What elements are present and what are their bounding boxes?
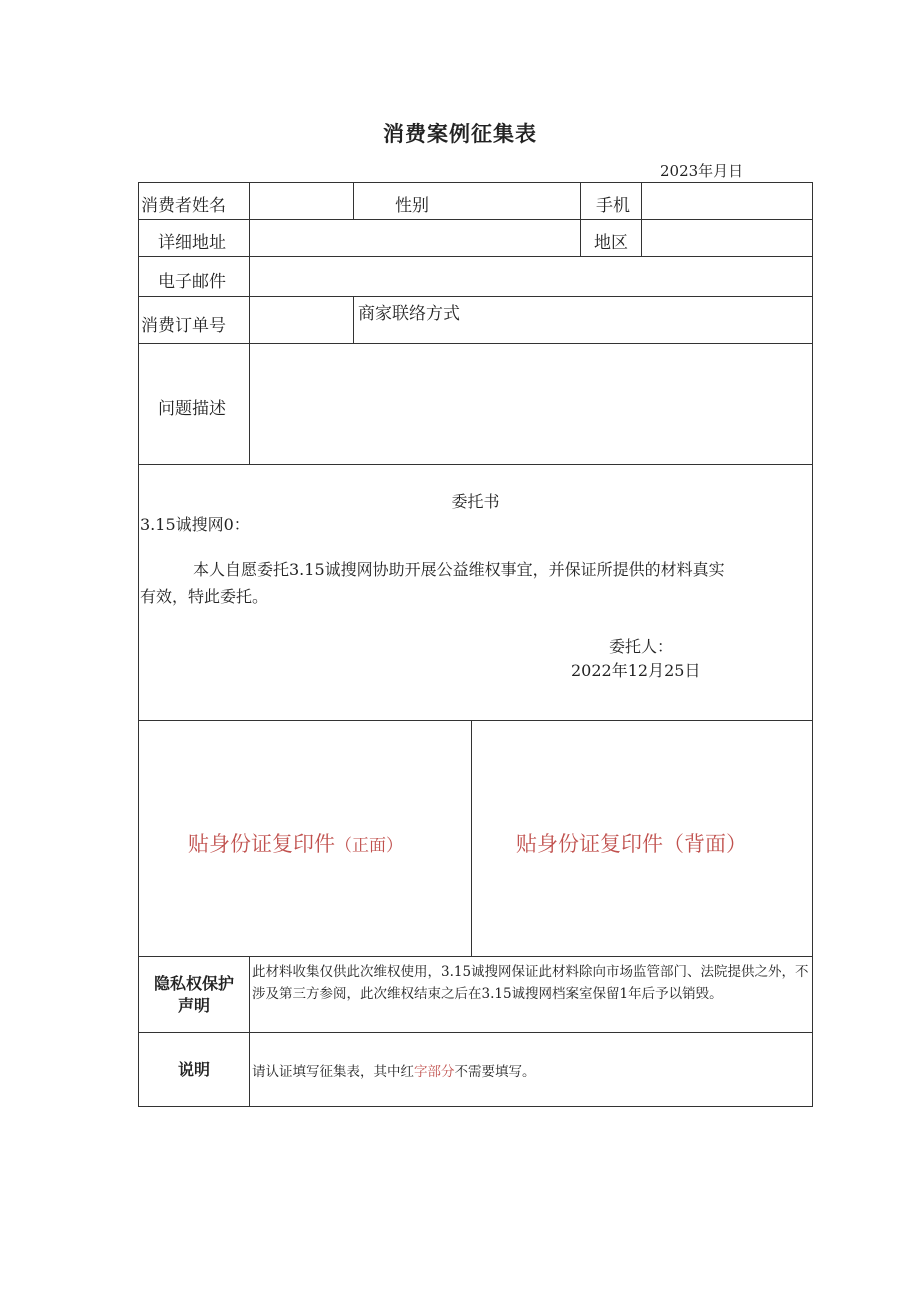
region-label: 地区 — [594, 233, 628, 253]
note-text-before: 请认证填写征集表，其中红 — [252, 1064, 414, 1080]
note-text-after: 不需要填写。 — [454, 1064, 536, 1080]
address-label: 详细地址 — [158, 233, 226, 253]
note-label: 说明 — [177, 1060, 210, 1079]
privacy-label — [139, 973, 249, 1017]
region-field[interactable] — [642, 220, 811, 255]
problem-description-field[interactable] — [250, 344, 811, 463]
order-number-field[interactable] — [250, 297, 352, 342]
merchant-contact-label: 商家联络方式 — [358, 304, 460, 324]
problem-description-label: 问题描述 — [158, 399, 226, 419]
address-field[interactable] — [250, 220, 579, 255]
consumer-name-field[interactable] — [250, 184, 352, 218]
privacy-statement: 此材料收集仅供此次维权使用，3.15诚搜网保证此材料除向市场监管部门、法院提供之外，不涉及第三方参阅，此次维权结束之后在3.15诚搜网档案室保留1年后予以销毁。 — [252, 964, 809, 1002]
gender-label: 性别 — [395, 196, 429, 216]
email-label: 电子邮件 — [158, 272, 226, 292]
phone-field[interactable] — [642, 184, 811, 218]
proxy-addressee: 3.15诚搜网0： — [140, 515, 250, 534]
privacy-label-line2: 声明 — [177, 996, 210, 1015]
id-back-side-text: （背面） — [663, 832, 747, 856]
order-number-label: 消费订单号 — [141, 316, 226, 336]
id-back-main-text: 贴身份证复印件 — [516, 832, 663, 856]
id-front-side-text: （正面） — [335, 836, 403, 856]
phone-label: 手机 — [596, 196, 630, 216]
note-text-red: 字部分 — [414, 1064, 455, 1080]
page-title: 消费案例征集表 — [383, 121, 537, 146]
id-back-placeholder[interactable] — [516, 828, 747, 858]
proxy-body-line2: 有效，特此委托。 — [140, 587, 269, 606]
case-collection-form — [138, 182, 813, 1107]
note-text — [252, 1060, 536, 1080]
consumer-name-label: 消费者姓名 — [141, 196, 226, 216]
privacy-label-line1: 隐私权保护 — [153, 974, 234, 993]
email-field[interactable] — [250, 257, 811, 295]
form-date: 2023年月日 — [660, 162, 744, 180]
id-front-placeholder[interactable] — [188, 828, 403, 858]
proxy-date: 2022年12月25日 — [571, 661, 701, 680]
proxy-signer-label: 委托人： — [609, 637, 674, 656]
id-front-main-text: 贴身份证复印件 — [188, 832, 335, 856]
proxy-body-line1: 本人自愿委托3.15诚搜网协助开展公益维权事宜，并保证所提供的材料真实 — [193, 560, 725, 579]
proxy-title: 委托书 — [451, 492, 500, 511]
